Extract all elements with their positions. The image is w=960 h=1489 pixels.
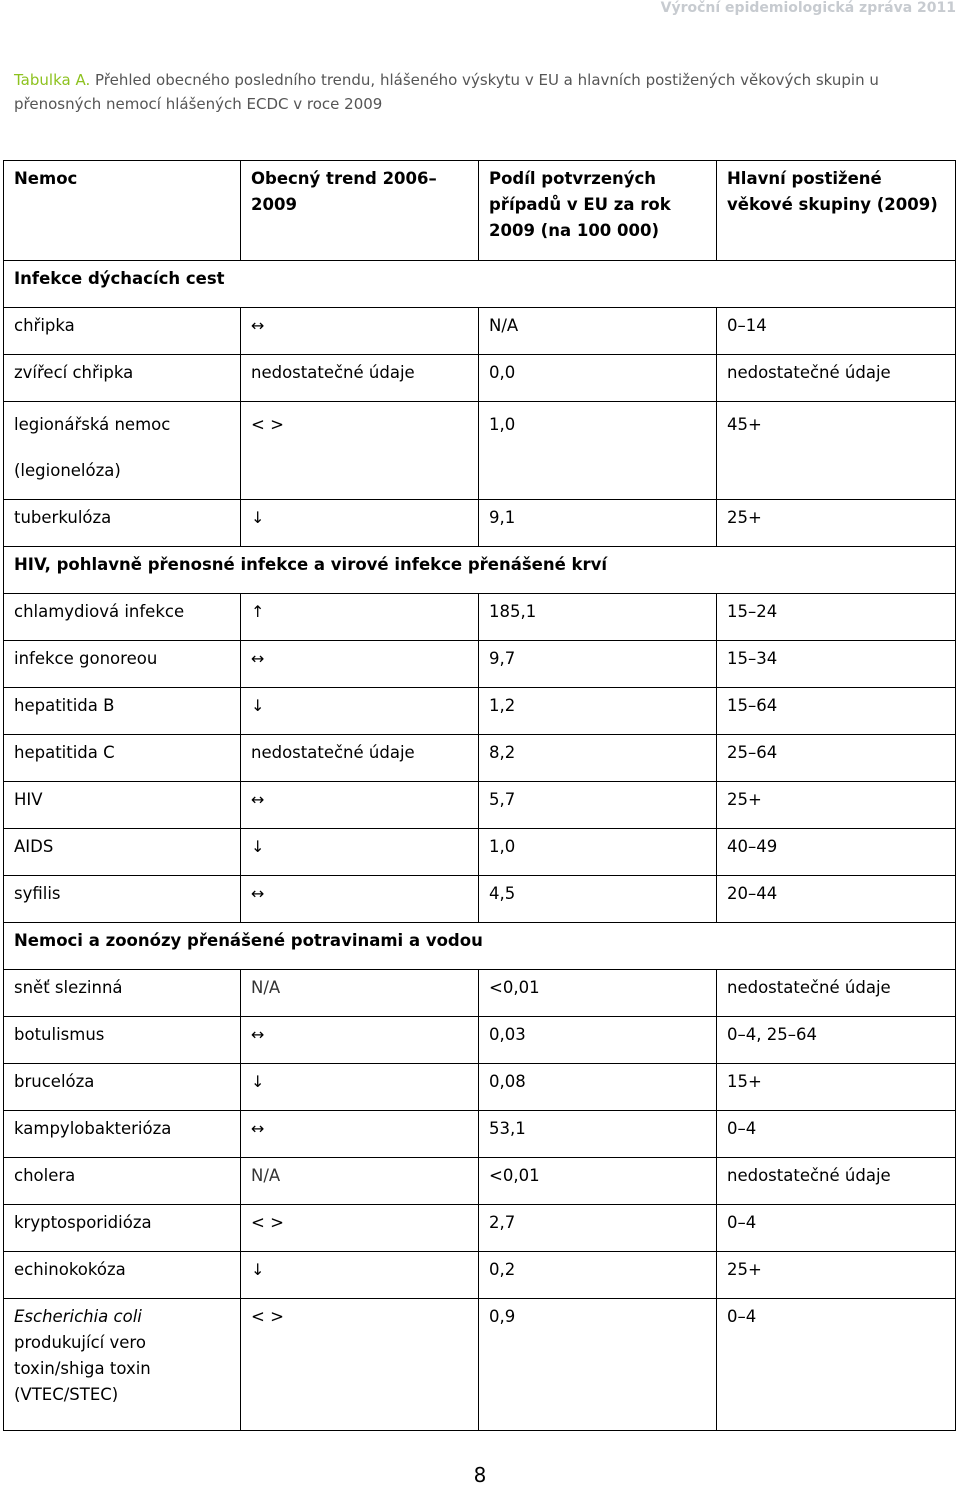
rate-cell: <0,01 bbox=[479, 1158, 717, 1205]
disease-name-alt: (legionelóza) bbox=[14, 461, 121, 480]
disease-cell: infekce gonoreou bbox=[4, 641, 241, 688]
table-header-row bbox=[4, 161, 956, 261]
disease-cell bbox=[4, 1299, 241, 1431]
trend-down-icon: ↓ bbox=[241, 1064, 479, 1111]
trend-down-icon: ↓ bbox=[241, 500, 479, 547]
caption-text: Přehled obecného posledního trendu, hlášeného výskytu v EU a hlavních postižených věkových skupin u přenosných nemocí hlášených ECDC v roce 2009 bbox=[14, 71, 879, 113]
trend-stable-icon: ↔ bbox=[241, 876, 479, 923]
table-row bbox=[4, 1158, 956, 1205]
rate-cell: 2,7 bbox=[479, 1205, 717, 1252]
section-title: HIV, pohlavně přenosné infekce a virové infekce přenášené krví bbox=[4, 547, 956, 594]
disease-cell: sněť slezinná bbox=[4, 970, 241, 1017]
trend-stable-icon: ↔ bbox=[241, 641, 479, 688]
rate-cell: 0,0 bbox=[479, 355, 717, 402]
disease-cell: AIDS bbox=[4, 829, 241, 876]
disease-name: produkující vero toxin/shiga toxin (VTEC/STEC) bbox=[14, 1333, 151, 1404]
section-row bbox=[4, 923, 956, 970]
age-cell: 25–64 bbox=[717, 735, 956, 782]
column-header-rate: Podíl potvrzených případů v EU za rok 2009 (na 100 000) bbox=[479, 161, 717, 261]
rate-cell: N/A bbox=[479, 308, 717, 355]
disease-cell: syfilis bbox=[4, 876, 241, 923]
age-cell: nedostatečné údaje bbox=[717, 970, 956, 1017]
age-cell: 40–49 bbox=[717, 829, 956, 876]
trend-cell: nedostatečné údaje bbox=[241, 735, 479, 782]
table-row bbox=[4, 688, 956, 735]
table-row bbox=[4, 641, 956, 688]
rate-cell: 8,2 bbox=[479, 735, 717, 782]
age-cell: nedostatečné údaje bbox=[717, 1158, 956, 1205]
table-row bbox=[4, 402, 956, 500]
table-row bbox=[4, 782, 956, 829]
trend-cell: < > bbox=[241, 1299, 479, 1431]
age-cell: 25+ bbox=[717, 1252, 956, 1299]
trend-down-icon: ↓ bbox=[241, 829, 479, 876]
section-row bbox=[4, 261, 956, 308]
disease-cell: chlamydiová infekce bbox=[4, 594, 241, 641]
trend-cell: N/A bbox=[241, 1158, 479, 1205]
age-cell: nedostatečné údaje bbox=[717, 355, 956, 402]
rate-cell: 1,0 bbox=[479, 829, 717, 876]
age-cell: 25+ bbox=[717, 500, 956, 547]
trend-cell: nedostatečné údaje bbox=[241, 355, 479, 402]
trend-down-icon: ↓ bbox=[241, 1252, 479, 1299]
table-row bbox=[4, 1252, 956, 1299]
age-cell: 45+ bbox=[717, 402, 956, 500]
table-row bbox=[4, 1299, 956, 1431]
disease-cell: kryptosporidióza bbox=[4, 1205, 241, 1252]
column-header-disease: Nemoc bbox=[4, 161, 241, 261]
disease-cell: zvířecí chřipka bbox=[4, 355, 241, 402]
rate-cell: 0,2 bbox=[479, 1252, 717, 1299]
disease-cell: kampylobakterióza bbox=[4, 1111, 241, 1158]
disease-cell: chřipka bbox=[4, 308, 241, 355]
rate-cell: 4,5 bbox=[479, 876, 717, 923]
rate-cell: 0,08 bbox=[479, 1064, 717, 1111]
age-cell: 0–4 bbox=[717, 1299, 956, 1431]
page-number: 8 bbox=[473, 1463, 487, 1487]
table-row bbox=[4, 1205, 956, 1252]
age-cell: 15+ bbox=[717, 1064, 956, 1111]
disease-cell: hepatitida C bbox=[4, 735, 241, 782]
age-cell: 15–64 bbox=[717, 688, 956, 735]
disease-name: legionářská nemoc bbox=[14, 415, 171, 434]
table-row bbox=[4, 500, 956, 547]
section-row bbox=[4, 547, 956, 594]
table-row bbox=[4, 1017, 956, 1064]
rate-cell: 185,1 bbox=[479, 594, 717, 641]
trend-stable-icon: ↔ bbox=[241, 782, 479, 829]
rate-cell: 0,03 bbox=[479, 1017, 717, 1064]
disease-cell: cholera bbox=[4, 1158, 241, 1205]
trend-up-icon: ↑ bbox=[241, 594, 479, 641]
age-cell: 0–4 bbox=[717, 1205, 956, 1252]
disease-name-italic: Escherichia coli bbox=[14, 1307, 142, 1326]
section-title: Nemoci a zoonózy přenášené potravinami a vodou bbox=[4, 923, 956, 970]
running-header: Výroční epidemiologická zpráva 2011 bbox=[660, 0, 956, 16]
disease-cell: brucelóza bbox=[4, 1064, 241, 1111]
disease-cell: botulismus bbox=[4, 1017, 241, 1064]
table-row bbox=[4, 594, 956, 641]
disease-cell: HIV bbox=[4, 782, 241, 829]
table-row bbox=[4, 970, 956, 1017]
rate-cell: 0,9 bbox=[479, 1299, 717, 1431]
disease-cell bbox=[4, 402, 241, 500]
trend-stable-icon: ↔ bbox=[241, 308, 479, 355]
table-row bbox=[4, 829, 956, 876]
disease-table bbox=[3, 160, 956, 1431]
trend-stable-icon: ↔ bbox=[241, 1111, 479, 1158]
table-row bbox=[4, 876, 956, 923]
rate-cell: 9,7 bbox=[479, 641, 717, 688]
section-title: Infekce dýchacích cest bbox=[4, 261, 956, 308]
trend-cell: N/A bbox=[241, 970, 479, 1017]
age-cell: 0–4, 25–64 bbox=[717, 1017, 956, 1064]
age-cell: 15–34 bbox=[717, 641, 956, 688]
table-row bbox=[4, 735, 956, 782]
trend-stable-icon: ↔ bbox=[241, 1017, 479, 1064]
table-row bbox=[4, 308, 956, 355]
age-cell: 25+ bbox=[717, 782, 956, 829]
table-row bbox=[4, 1111, 956, 1158]
column-header-age-groups: Hlavní postižené věkové skupiny (2009) bbox=[717, 161, 956, 261]
disease-cell: hepatitida B bbox=[4, 688, 241, 735]
rate-cell: 53,1 bbox=[479, 1111, 717, 1158]
rate-cell: 5,7 bbox=[479, 782, 717, 829]
rate-cell: 1,2 bbox=[479, 688, 717, 735]
column-header-trend: Obecný trend 2006–2009 bbox=[241, 161, 479, 261]
age-cell: 0–14 bbox=[717, 308, 956, 355]
trend-cell: < > bbox=[241, 402, 479, 500]
caption-label: Tabulka A. bbox=[14, 71, 91, 89]
trend-cell: < > bbox=[241, 1205, 479, 1252]
table-row bbox=[4, 355, 956, 402]
trend-down-icon: ↓ bbox=[241, 688, 479, 735]
age-cell: 20–44 bbox=[717, 876, 956, 923]
table-row bbox=[4, 1064, 956, 1111]
rate-cell: 9,1 bbox=[479, 500, 717, 547]
age-cell: 0–4 bbox=[717, 1111, 956, 1158]
disease-cell: tuberkulóza bbox=[4, 500, 241, 547]
age-cell: 15–24 bbox=[717, 594, 956, 641]
rate-cell: 1,0 bbox=[479, 402, 717, 500]
disease-cell: echinokokóza bbox=[4, 1252, 241, 1299]
rate-cell: <0,01 bbox=[479, 970, 717, 1017]
table-caption bbox=[14, 68, 944, 116]
